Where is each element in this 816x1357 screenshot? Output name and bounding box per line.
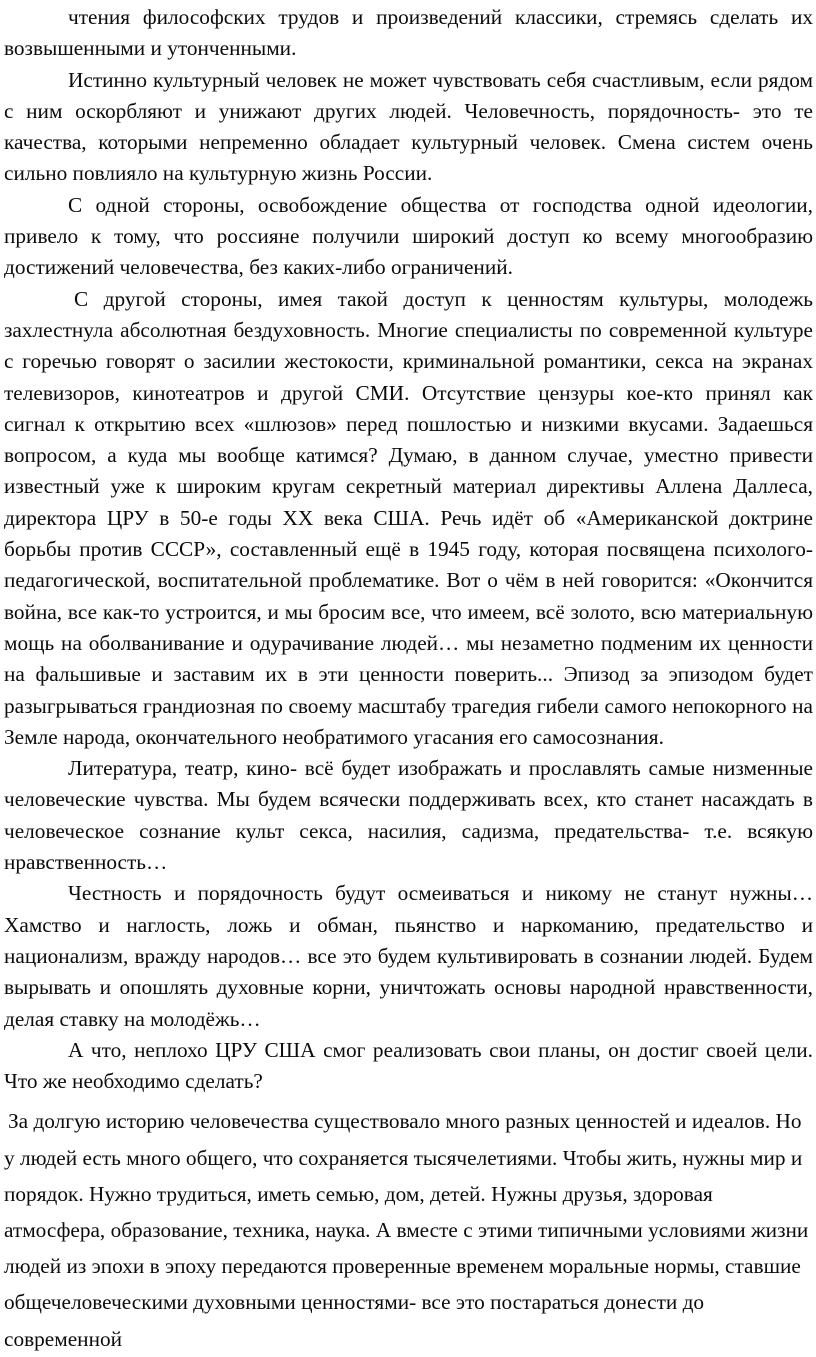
paragraph-other-side: С другой стороны, имея такой доступ к ценностям культуры, молодежь захлестнула абсолютная бездуховность. Многие специалисты по современной культуре с горечью говорят о засилии жестокости, криминальной романтики, секса на экранах телевизоров, кинотеатров и другой СМИ. Отсутствие цензуры кое-кто принял как сигнал к открытию всех «шлюзов» перед пошлостью и низкими вкусами. Задаешься вопросом, а куда мы вообще катимся? Думаю, в данном случае, уместно привести известный уже к широким кругам секретный материал директивы Аллена Даллеса, директора ЦРУ в 50-е годы XX века США. Речь идёт об «Американской доктрине борьбы против СССР», составленный ещё в 1945 году, которая посвящена психолого-педагогической, воспитательной проблематике. Вот о чём в ней говорится: «Окончится война, все как-то устроится, и мы бросим все, что имеем, всё золото, всю материальную мощь на оболванивание и одурачивание людей… мы незаметно подменим их ценности на фальшивые и заставим их в эти ценности поверить... Эпизод за эпизодом будет разыгрываться грандиозная по своему масштабу трагедия гибели самого непокорного на Земле народа, окончательного необратимого угасания его самосознания. [4,286,813,749]
paragraph-continuation: чтения философских трудов и произведений классики, стремясь сделать их возвышенными и утонченными. [4,5,813,61]
paragraph-history: За долгую историю человечества существовало много разных ценностей и идеалов. Но у людей есть много общего, что сохраняется тысячелетиями. Чтобы жить, нужны мир и порядок. Нужно трудиться, иметь семью, дом, детей. Нужны друзья, здоровая атмосфера, образование, техника, наука. А вместе с этими типичными условиями жизни людей из эпохи в эпоху передаются проверенные временем моральные нормы, ставшие общечеловеческими духовными ценностями- все это постараться донести до современной [4,1109,809,1351]
paragraph-cia-plans: А что, неплохо ЦРУ США смог реализовать свои планы, он достиг своей цели. Что же необходимо сделать? [4,1037,813,1094]
paragraph-honesty: Честность и порядочность будут осмеиваться и никому не станут нужны… Хамство и наглость, ложь и обман, пьянство и наркоманию, предательство и национализм, вражду народов… все это будем культивировать в сознании людей. Будем вырывать и опошлять духовные корни, уничтожать основы народной нравственности, делая ставку на молодёжь… [4,881,813,1031]
paragraph-literature: Литература, театр, кино- всё будет изображать и прославлять самые низменные человеческие чувства. Мы будем всячески поддерживать всех, кто станет насаждать в человеческое сознание культ секса, насилия, садизма, предательства- т.е. всякую нравственность… [4,756,813,875]
paragraph-cultured-person: Истинно культурный человек не может чувствовать себя счастливым, если рядом с ним оскорбляют и унижают других людей. Человечность, порядочность- это те качества, которыми непременно обладает культурный человек. Смена систем очень сильно повлияло на культурную жизнь России. [4,67,813,186]
paragraph-one-side: С одной стороны, освобождение общества от господства одной идеологии, привело к тому, что россияне получили широкий доступ ко всему многообразию достижений человечества, без каких-либо ограничений. [4,192,813,280]
